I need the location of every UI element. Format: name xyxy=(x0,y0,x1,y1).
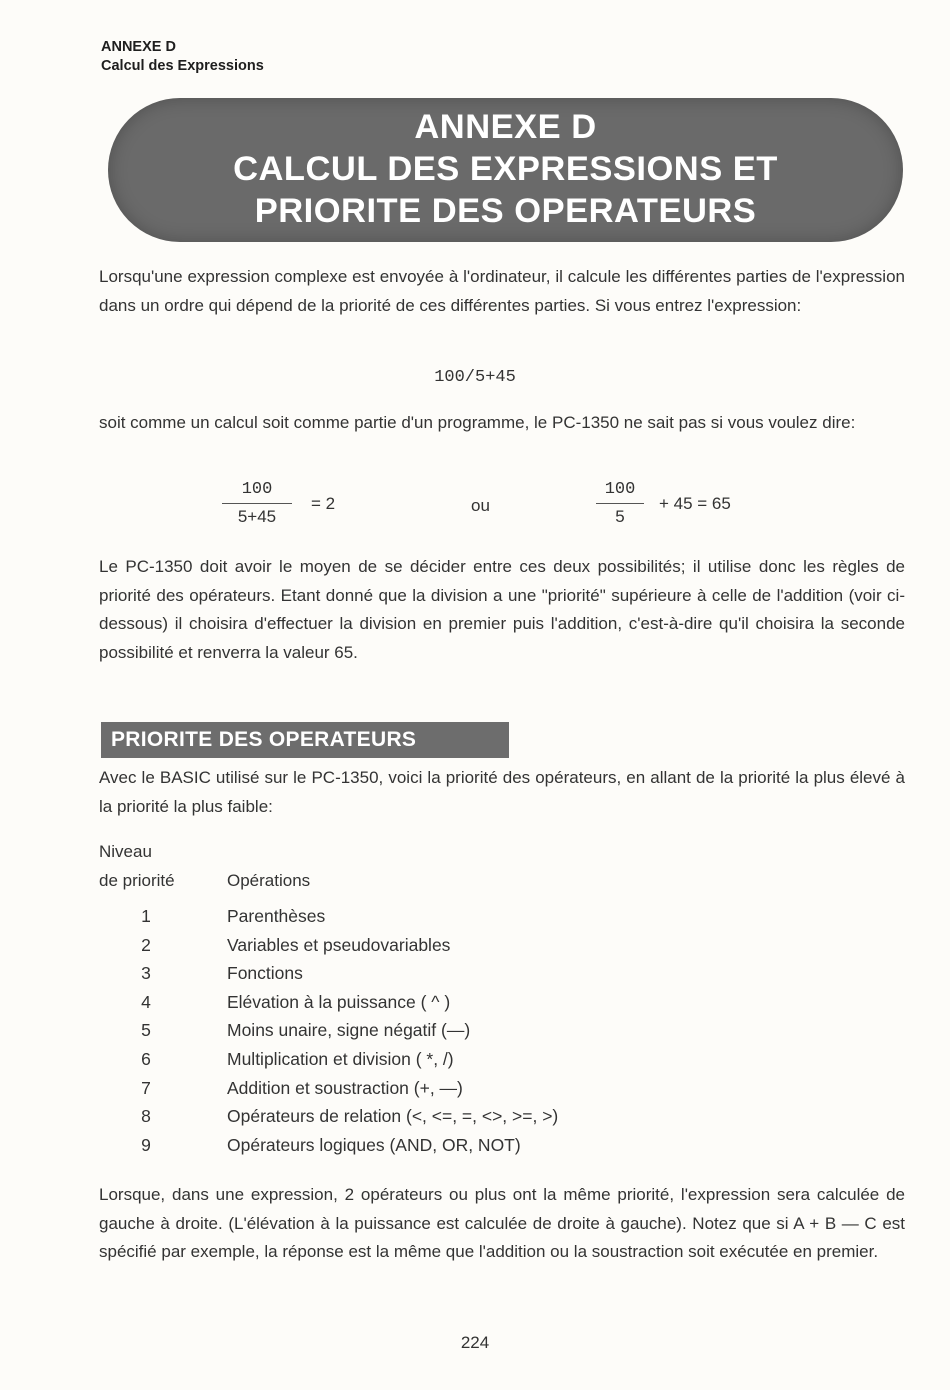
left-denominator: 5+45 xyxy=(237,507,277,526)
priority-operation: Variables et pseudovariables xyxy=(227,934,451,955)
title-line-1: ANNEXE D xyxy=(414,108,597,146)
priority-row xyxy=(0,1135,950,1163)
priority-row xyxy=(0,1078,950,1106)
left-fraction xyxy=(222,480,292,527)
running-head-subtitle: Calcul des Expressions xyxy=(101,58,264,74)
priority-operation: Moins unaire, signe négatif (—) xyxy=(227,1020,471,1041)
priority-row xyxy=(0,1106,950,1134)
page-title xyxy=(108,106,903,232)
closing-paragraph: Lorsque, dans une expression, 2 opérateurs ou plus ont la même priorité, l'expression sera calculée de gauche à droite. (L'élévation à la puissance est calculée de droite à gauche). Notez que si A + B — C est spécifié par exemple, la réponse est la même que l'addition ou la soustraction soit exécutée en premier. xyxy=(99,1185,905,1262)
page-number: 224 xyxy=(460,1333,490,1352)
right-fraction-bar xyxy=(596,503,644,504)
priority-level: 2 xyxy=(141,934,151,955)
priority-operation: Opérateurs de relation (<, <=, =, <>, >=, >) xyxy=(227,1106,559,1127)
right-fraction xyxy=(596,480,644,527)
priority-level: 7 xyxy=(141,1077,151,1098)
header-level-line2: de priorité xyxy=(99,871,175,890)
explanation-paragraph: Le PC-1350 doit avoir le moyen de se décider entre ces deux possibilités; il utilise donc les règles de priorité des opérateurs. Etant donné que la division a une "priorité" supérieure à celle de l'addition (voir ci-dessous) il choisira d'effectuer la division en premier puis l'addition, c'est-à-dire qu'il choisira la seconde possibilité et renverra la valeur 65. xyxy=(99,557,905,662)
running-head xyxy=(101,38,264,76)
priority-row xyxy=(0,992,950,1020)
priority-row xyxy=(0,1049,950,1077)
priority-operation: Fonctions xyxy=(227,963,303,984)
priority-operation: Multiplication et division ( *, /) xyxy=(227,1049,454,1069)
priority-operation: Elévation à la puissance ( ^ ) xyxy=(227,991,451,1012)
header-level-line1: Niveau xyxy=(99,842,152,861)
priority-level: 1 xyxy=(141,906,151,926)
right-result: + 45 = 65 xyxy=(659,494,731,513)
priority-level: 6 xyxy=(141,1049,151,1069)
priority-level: 8 xyxy=(141,1106,151,1127)
example-expression: 100/5+45 xyxy=(434,368,516,387)
priority-row xyxy=(0,935,950,963)
priority-operation: Opérateurs logiques (AND, OR, NOT) xyxy=(227,1134,521,1155)
priority-operation: Parenthèses xyxy=(227,906,326,926)
running-head-section: ANNEXE D xyxy=(101,39,176,55)
ou-text: ou xyxy=(471,496,490,515)
priority-operation: Addition et soustraction (+, —) xyxy=(227,1077,463,1098)
priority-level: 4 xyxy=(141,991,151,1012)
priority-row xyxy=(0,1020,950,1048)
section-heading: PRIORITE DES OPERATEURS xyxy=(101,722,509,758)
priority-row xyxy=(0,963,950,991)
title-line-2: CALCUL DES EXPRESSIONS ET xyxy=(233,150,778,188)
right-numerator: 100 xyxy=(604,480,636,499)
priority-level: 9 xyxy=(141,1134,151,1155)
left-result: = 2 xyxy=(311,494,336,513)
priority-level: 3 xyxy=(141,963,151,984)
section-intro: Avec le BASIC utilisé sur le PC-1350, voici la priorité des opérateurs, en allant de la priorité la plus élevé à la priorité la plus faible: xyxy=(99,768,905,816)
intro-paragraph: Lorsqu'une expression complexe est envoyée à l'ordinateur, il calcule les différentes parties de l'expression dans un ordre qui dépend de la priorité de ces différentes parties. Si vous entrez l'expression: xyxy=(99,267,905,315)
priority-level: 5 xyxy=(141,1020,151,1041)
left-fraction-bar xyxy=(222,503,292,504)
priority-row xyxy=(0,906,950,934)
title-line-3: PRIORITE DES OPERATEURS xyxy=(254,192,757,230)
right-denominator: 5 xyxy=(615,507,625,526)
header-operations: Opérations xyxy=(227,871,311,890)
intro-paragraph-2: soit comme un calcul soit comme partie d'un programme, le PC-1350 ne sait pas si vous voulez dire: xyxy=(99,413,856,432)
left-numerator: 100 xyxy=(241,480,273,499)
